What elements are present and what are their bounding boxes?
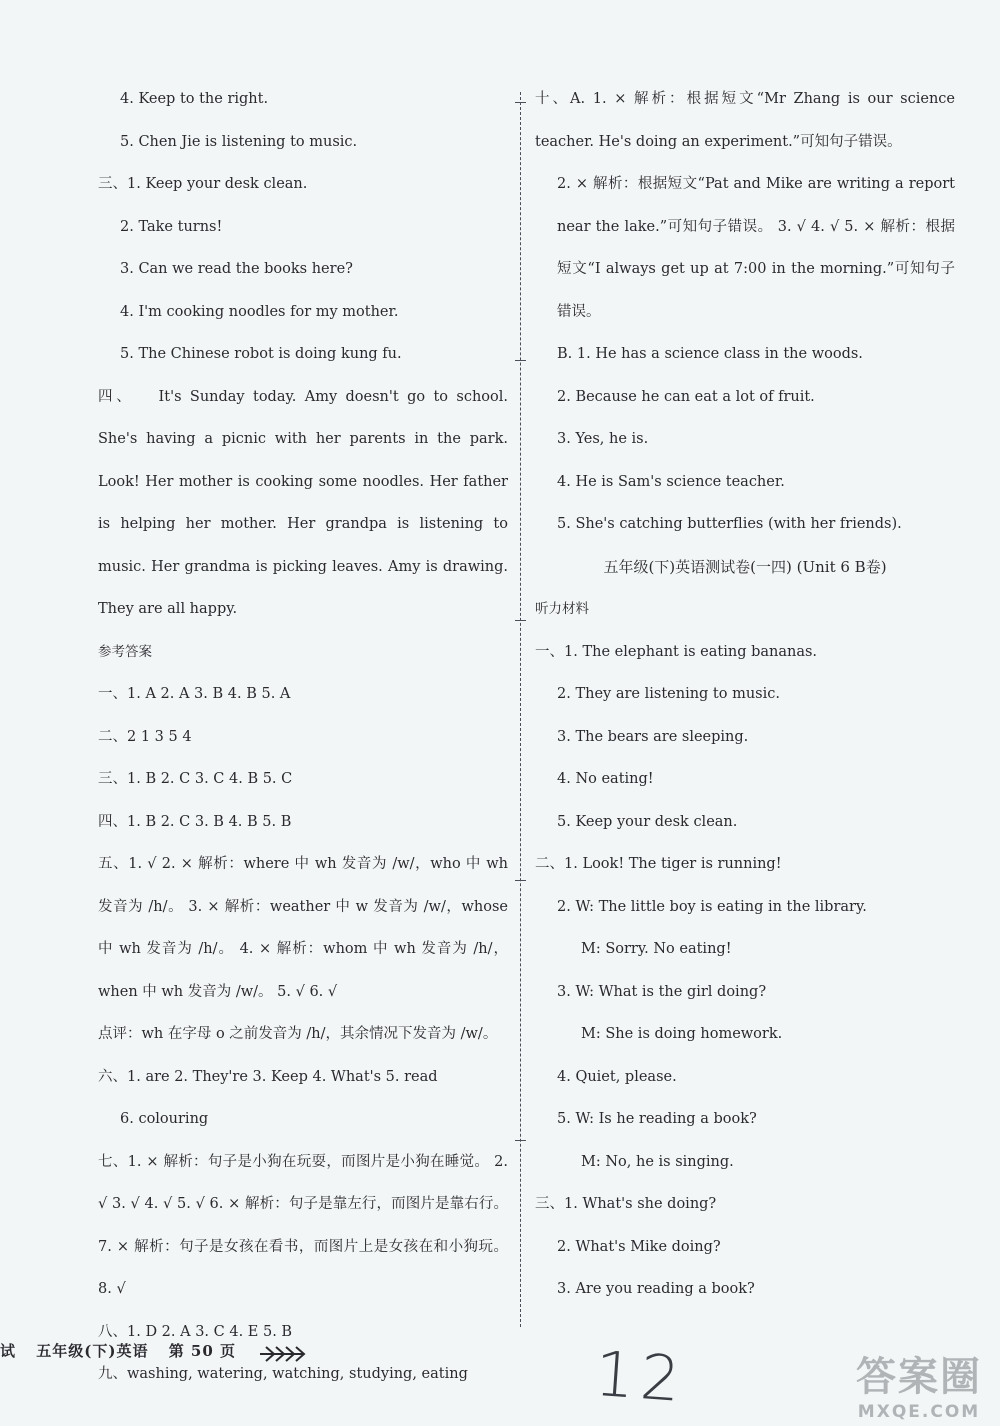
arrow-decoration-icon [258, 1343, 308, 1365]
divider-tick [515, 102, 526, 103]
text-line: 4. Keep to the right. [120, 91, 269, 107]
text-line: 4. I'm cooking noodles for my mother. [120, 303, 399, 320]
text-line: 3. The bears are sleeping. [557, 728, 749, 745]
passage-text: It's Sunday today. Amy doesn't go to school. She's having a picnic with her parents in the park. Look! Her mother is cooking some noodles. Her father is helping her mother. Her grandpa is listening to music. Her grandma is picking leaves. Amy is drawing. They are all happy. [98, 388, 508, 617]
text-line: 2. Take turns! [120, 218, 223, 235]
text-line: 5. Keep your desk clean. [557, 813, 738, 830]
answer-line: 一、1. A 2. A 3. B 4. B 5. A [98, 686, 291, 702]
answer-line: 二、2 1 3 5 4 [98, 728, 192, 745]
left-column [98, 78, 508, 1396]
section-ten-cont: 2. × 解析：根据短文“Pat and Mike are writing a report near the lake.”可知句子错误。 3. √ 4. √ 5. × 解析：根据短文“I always get up at 7:00 in the morning.”可知句子错误。 [557, 176, 955, 320]
answer-paragraph: 五、1. √ 2. × 解析：where 中 wh 发音为 /w/，who 中 wh 发音为 /h/。 3. × 解析：weather 中 w 发音为 /w/，whose 中 wh 发音为 /h/。 4. × 解析：whom 中 wh 发音为 /h/，when 中 wh 发音为 /w/。 5. √ 6. √ [98, 856, 508, 1000]
text-line: 5. She's catching butterflies (with her friends). [557, 516, 902, 532]
text-line: 3. Are you reading a book? [557, 1281, 755, 1297]
text-line: 3. W: What is the girl doing? [557, 983, 767, 1000]
divider-tick [515, 880, 526, 881]
section-four-passage [98, 376, 508, 631]
text-line: 2. Because he can eat a lot of fruit. [557, 388, 815, 405]
text-line: B. 1. He has a science class in the woods. [557, 346, 863, 362]
watermark [856, 1345, 982, 1422]
text-line: M: She is doing homework. [581, 1026, 783, 1042]
text-line: 3. Yes, he is. [557, 431, 649, 447]
answers-heading: 参考答案 [98, 643, 152, 660]
footer-page: 第 50 页 [168, 1342, 237, 1360]
watermark-url: MXQE.COM [857, 1402, 981, 1422]
text-line: 2. What's Mike doing? [557, 1238, 721, 1255]
answer-line: 四、1. B 2. C 3. B 4. B 5. B [98, 813, 292, 830]
text-line: 一、1. The elephant is eating bananas. [535, 643, 818, 660]
text-line: 三、1. What's she doing? [535, 1196, 717, 1212]
text-line: M: No, he is singing. [581, 1153, 734, 1170]
handwritten-page-number: 12 [592, 1336, 689, 1417]
footer-prefix: 试 [0, 1342, 17, 1360]
divider-tick [515, 1140, 526, 1141]
section-label: 四、 [98, 388, 135, 405]
page-footer [0, 1340, 250, 1361]
text-line: 5. Chen Jie is listening to music. [120, 133, 358, 150]
column-divider [520, 92, 521, 1327]
section-ten: 十、A. 1. × 解析：根据短文“Mr Zhang is our science teacher. He's doing an experiment.”可知句子错误。 [535, 91, 955, 150]
listening-heading: 听力材料 [535, 601, 589, 617]
answer-line: 八、1. D 2. A 3. C 4. E 5. B [98, 1323, 293, 1340]
text-line: 4. Quiet, please. [557, 1068, 677, 1085]
answer-note: 点评：wh 在字母 o 之前发音为 /h/，其余情况下发音为 /w/。 [98, 1026, 498, 1042]
text-line: 二、1. Look! The tiger is running! [535, 856, 782, 872]
divider-tick [515, 620, 526, 621]
section-three [98, 163, 508, 206]
text-line: 4. He is Sam's science teacher. [557, 473, 785, 490]
answer-line: 6. colouring [120, 1111, 209, 1127]
answer-line: 六、1. are 2. They're 3. Keep 4. What's 5. read [98, 1068, 438, 1085]
divider-tick [515, 360, 526, 361]
right-column [535, 78, 955, 1311]
text-line: 3. Can we read the books here? [120, 261, 353, 277]
answer-line: 九、washing, watering, watching, studying, eating [98, 1366, 468, 1382]
text-line: 1. Keep your desk clean. [127, 176, 308, 192]
text-line: 5. W: Is he reading a book? [557, 1111, 757, 1127]
answer-paragraph: 七、1. × 解析：句子是小狗在玩耍，而图片是小狗在睡觉。 2. √ 3. √ 4. √ 5. √ 6. × 解析：句子是靠左行，而图片是靠右行。 7. × 解析：句子是女孩在看书，而图片上是女孩在和小狗玩。 8. √ [98, 1153, 508, 1297]
watermark-title: 答案圈 [856, 1354, 982, 1400]
text-line: 5. The Chinese robot is doing kung fu. [120, 346, 402, 362]
text-line: 2. They are listening to music. [557, 686, 780, 702]
text-line: 4. No eating! [557, 771, 654, 787]
section-label: 三、 [98, 176, 127, 192]
answer-line: 三、1. B 2. C 3. C 4. B 5. C [98, 771, 293, 787]
test-title: 五年级(下)英语测试卷(一四) (Unit 6 B卷) [603, 557, 887, 576]
text-line: M: Sorry. No eating! [581, 941, 732, 957]
text-line: 2. W: The little boy is eating in the library. [557, 898, 867, 915]
footer-grade: 五年级(下)英语 [36, 1342, 149, 1360]
